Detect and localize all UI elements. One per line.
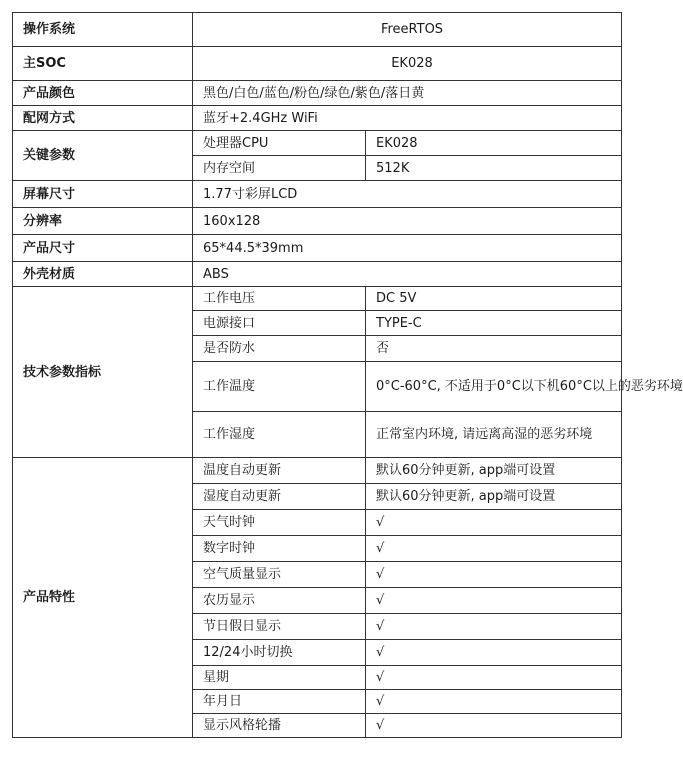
feature-value: √	[366, 666, 622, 690]
feature-value: √	[366, 588, 622, 614]
feature-value: √	[366, 536, 622, 562]
tech-name: 工作温度	[193, 362, 366, 412]
row-size	[13, 235, 622, 262]
feature-name: 天气时钟	[193, 510, 366, 536]
tech-value: DC 5V	[366, 287, 622, 311]
value-soc: EK028	[193, 47, 622, 81]
tech-name: 电源接口	[193, 311, 366, 336]
param-value: EK028	[366, 131, 622, 156]
feature-value: 默认60分钟更新, app端可设置	[366, 484, 622, 510]
value-material: ABS	[193, 262, 622, 287]
row-screen	[13, 181, 622, 208]
value-size: 65*44.5*39mm	[193, 235, 622, 262]
row-tech-1	[13, 287, 622, 311]
tech-name: 工作电压	[193, 287, 366, 311]
label-size: 产品尺寸	[13, 235, 193, 262]
feature-name: 温度自动更新	[193, 458, 366, 484]
tech-value: TYPE-C	[366, 311, 622, 336]
label-network: 配网方式	[13, 106, 193, 131]
tech-name: 工作湿度	[193, 412, 366, 458]
label-soc: 主SOC	[13, 47, 193, 81]
param-value: 512K	[366, 156, 622, 181]
tech-value: 否	[366, 336, 622, 362]
value-network: 蓝牙+2.4GHz WiFi	[193, 106, 622, 131]
row-color	[13, 81, 622, 106]
label-resolution: 分辨率	[13, 208, 193, 235]
feature-value: √	[366, 510, 622, 536]
label-screen: 屏幕尺寸	[13, 181, 193, 208]
row-key-params-1	[13, 131, 622, 156]
feature-name: 湿度自动更新	[193, 484, 366, 510]
label-material: 外壳材质	[13, 262, 193, 287]
feature-name: 节日假日显示	[193, 614, 366, 640]
row-network	[13, 106, 622, 131]
value-resolution: 160x128	[193, 208, 622, 235]
feature-name: 显示风格轮播	[193, 714, 366, 738]
feature-value: √	[366, 562, 622, 588]
tech-name: 是否防水	[193, 336, 366, 362]
feature-value: 默认60分钟更新, app端可设置	[366, 458, 622, 484]
value-color: 黑色/白色/蓝色/粉色/绿色/紫色/落日黄	[193, 81, 622, 106]
feature-name: 数字时钟	[193, 536, 366, 562]
row-resolution	[13, 208, 622, 235]
feature-name: 12/24小时切换	[193, 640, 366, 666]
feature-value: √	[366, 614, 622, 640]
tech-value: 正常室内环境, 请远离高湿的恶劣环境	[366, 412, 622, 458]
value-os: FreeRTOS	[193, 13, 622, 47]
feature-value: √	[366, 690, 622, 714]
feature-name: 农历显示	[193, 588, 366, 614]
feature-value: √	[366, 714, 622, 738]
feature-value: √	[366, 640, 622, 666]
row-feature-1	[13, 458, 622, 484]
label-features: 产品特性	[13, 458, 193, 738]
feature-name: 年月日	[193, 690, 366, 714]
feature-name: 空气质量显示	[193, 562, 366, 588]
label-os: 操作系统	[13, 13, 193, 47]
param-name: 处理器CPU	[193, 131, 366, 156]
tech-value: 0°C-60°C, 不适用于0°C以下机60°C以上的恶劣环境	[366, 362, 622, 412]
label-tech: 技术参数指标	[13, 287, 193, 458]
value-screen: 1.77寸彩屏LCD	[193, 181, 622, 208]
param-name: 内存空间	[193, 156, 366, 181]
row-material	[13, 262, 622, 287]
label-color: 产品颜色	[13, 81, 193, 106]
row-soc	[13, 47, 622, 81]
row-os	[13, 13, 622, 47]
feature-name: 星期	[193, 666, 366, 690]
label-key-params: 关键参数	[13, 131, 193, 181]
spec-table	[12, 12, 683, 738]
